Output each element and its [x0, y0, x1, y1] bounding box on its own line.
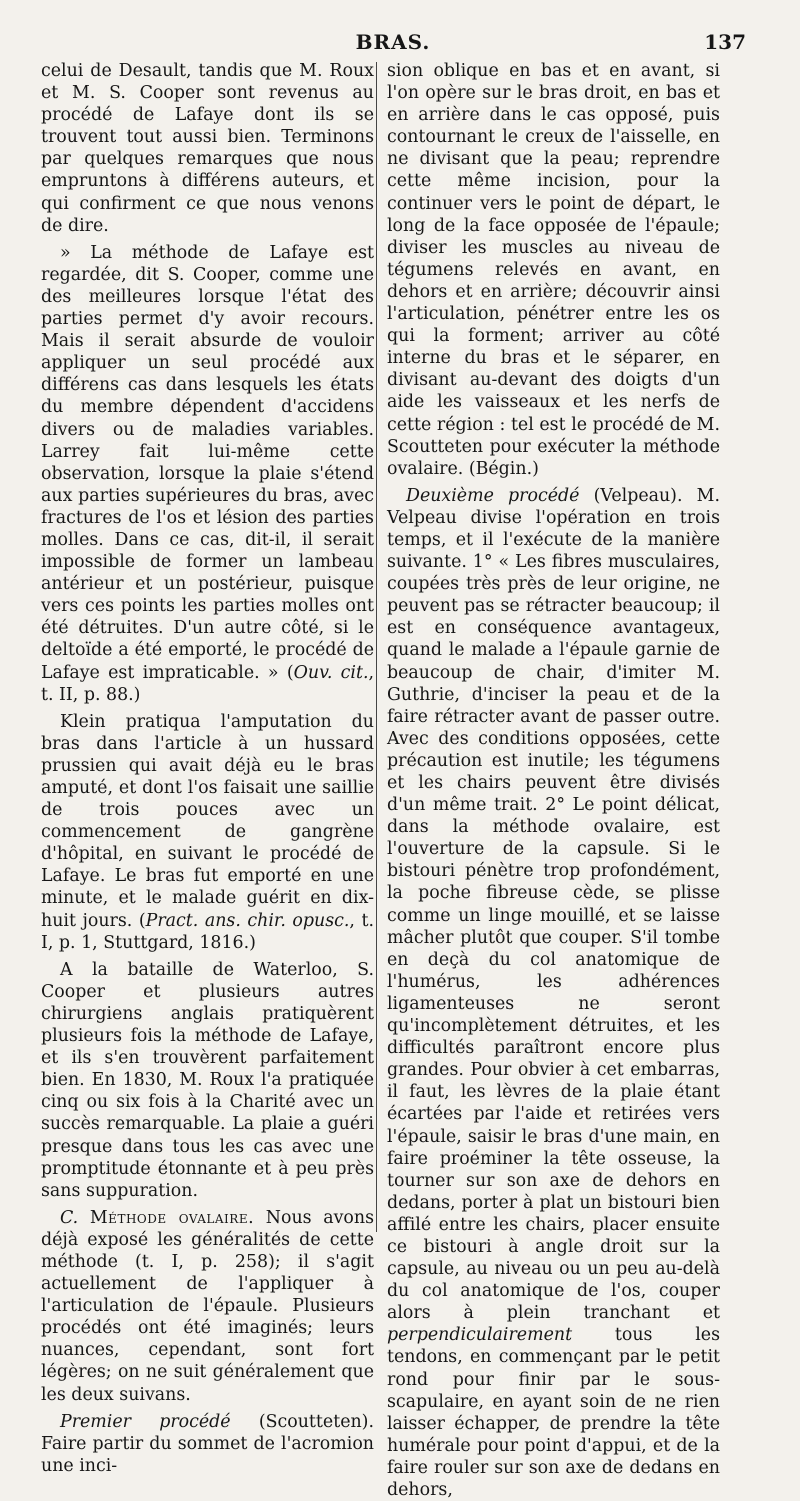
paragraph: » La méthode de Lafaye est regardée, dit S. Cooper, comme une des meilleures lorsque l'état des parties permet d'y avoir recours. Mais il serait absurde de vouloir appliquer un seul procédé aux différens cas dans lesquels les états du membre dépendent d'accidens divers ou de maladies variables. Larrey fait lui-même cette observation, lorsque la plaie s'étend aux parties supérieures du bras, avec fractures de l'os et lésion des parties molles. Dans ce cas, dit-il, il serait impossible de former un lambeau antérieur et un postérieur, puisque vers ces points les parties molles ont été détruites. D'un autre côté, si le deltoïde a été emporté, le procédé de Lafaye est impraticable. » (Ouv. cit., t. II, p. 88.) [41, 242, 374, 705]
subsection-heading: Deuxième procédé [406, 485, 580, 506]
subsection-heading: Premier procédé [60, 1411, 231, 1432]
citation: Ouv. cit. [293, 662, 369, 683]
page-header [40, 30, 746, 60]
paragraph: sion oblique en bas et en avant, si l'on opère sur le bras droit, en bas et en arrière dans le cas opposé, puis contournant le creux de l'aisselle, en ne divisant que la peau; reprendre cette même incision, pour la continuer vers le point de départ, le long de la face opposée de l'épaule; diviser les muscles au niveau de tégumens relevés en avant, en dehors et en arrière; découvrir ainsi l'articulation, pénétrer entre les os qui la forment; arriver au côté interne du bras et le séparer, en divisant au-devant des doigts d'un aide les vaisseaux et les nerfs de cette région : tel est le procédé de M. Scoutteten pour exécuter la méthode ovalaire. (Bégin.) [387, 61, 720, 479]
citation: Pract. ans. chir. opusc. [145, 910, 350, 931]
section-letter: C. [60, 1207, 79, 1228]
paragraph: Klein pratiqua l'amputation du bras dans l'article à un hussard prussien qui avait déjà eu le bras amputé, et dont l'os faisait une saillie de trois pouces avec un commencement de gangrène d'hôpital, en suivant le procédé de Lafaye. Le bras fut emporté en une minute, et le malade guérit en dix-huit jours. (Pract. ans. chir. opusc., t. I, p. 1, Stuttgard, 1816.) [41, 711, 374, 953]
section-heading: Méthode ovalaire. [89, 1207, 255, 1228]
running-title: BRAS. [355, 30, 431, 54]
page-number: 137 [704, 30, 746, 54]
column-divider [376, 62, 377, 1232]
left-column [41, 60, 374, 1477]
paragraph: Premier procédé (Scoutteten). Faire partir du sommet de l'acromion une inci- [41, 1411, 374, 1476]
paragraph: celui de Desault, tandis que M. Roux et M. S. Cooper sont revenus au procédé de Lafaye dont ils se trouvent tout aussi bien. Terminons par quelques remarques que nous empruntons à différens auteurs, et qui confirment ce que nous venons de dire. [41, 61, 374, 236]
paragraph: Deuxième procédé (Velpeau). M. Velpeau divise l'opération en trois temps, et il l'exécute de la manière suivante. 1° « Les fibres musculaires, coupées très près de leur origine, ne peuvent pas se rétracter beaucoup; il est en conséquence avantageux, quand le malade a l'épaule garnie de beaucoup de chair, d'imiter M. Guthrie, d'inciser la peau et de la faire rétracter avant de passer outre. Avec des conditions opposées, cette précaution est inutile; les tégumens et les chairs peuvent être divisés d'un même trait. 2° Le point délicat, dans la méthode ovalaire, est l'ouverture de la capsule. Si le bistouri pénètre trop profondément, la poche fibreuse cède, se plisse comme un linge mouillé, et se laisse mâcher plutôt que couper. S'il tombe en deçà du col anatomique de l'humérus, les adhérences ligamenteuses ne seront qu'incomplètement détruites, et les difficultés paraîtront encore plus grandes. Pour obvier à cet embarras, il faut, les lèvres de la plaie étant écartées par l'aide et retirées vers l'épaule, saisir le bras d'une main, en faire proéminer la tête osseuse, la tourner sur son axe de dehors en dedans, porter à plat un bistouri bien affilé entre les chairs, placer ensuite ce bistouri à angle droit sur la capsule, au niveau ou un peu au-delà du col anatomique de l'os, couper alors à plein tranchant et perpendiculairement tous les tendons, en commençant par le petit rond pour finir par le sous-scapulaire, en ayant soin de ne rien laisser échapper, de prendre la tête humérale pour point d'appui, et de la faire rouler sur son axe de dedans en dehors, [387, 485, 720, 1500]
emphasis: perpendiculairement [387, 1325, 573, 1346]
right-column [387, 60, 720, 1501]
paragraph: A la bataille de Waterloo, S. Cooper et plusieurs autres chirurgiens anglais pratiquèrent plusieurs fois la méthode de Lafaye, et ils s'en trouvèrent parfaitement bien. En 1830, M. Roux l'a pratiquée cinq ou six fois à la Charité avec un succès remarquable. La plaie a guéri presque dans tous les cas avec une promptitude étonnante et à peu près sans suppuration. [41, 959, 374, 1201]
section-paragraph: C. Méthode ovalaire. Nous avons déjà exposé les généralités de cette méthode (t. I, p. 258); il s'agit actuellement de l'appliquer à l'articulation de l'épaule. Plusieurs procédés ont été imaginés; leurs nuances, cependant, sont fort légères; on ne suit généralement que les deux suivans. [41, 1207, 375, 1405]
